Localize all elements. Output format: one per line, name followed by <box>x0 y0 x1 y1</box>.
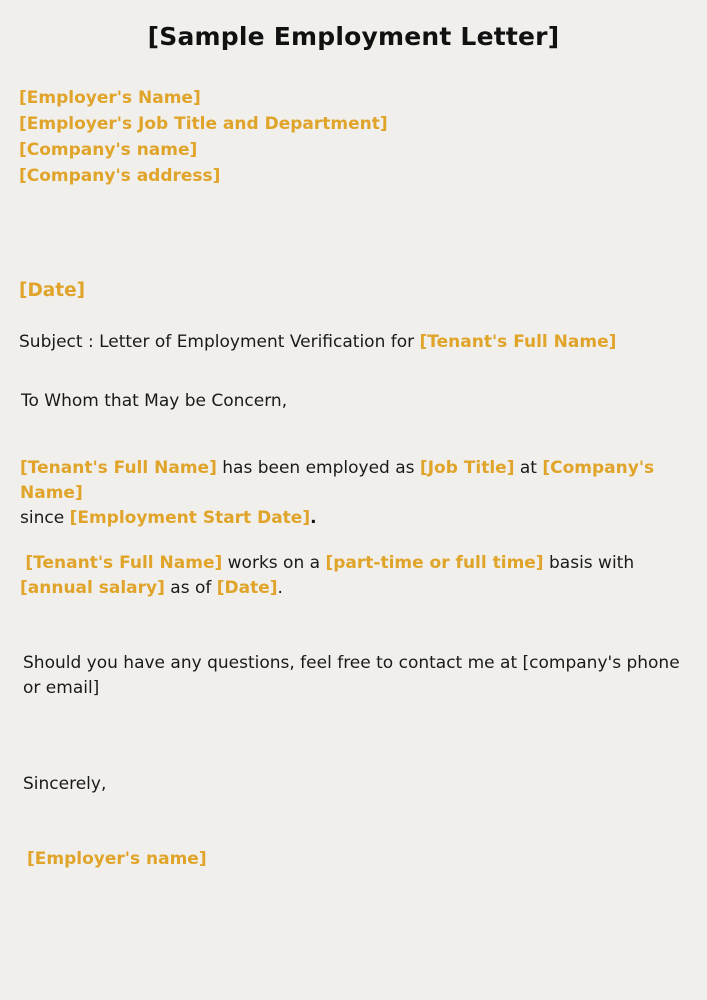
greeting: To Whom that May be Concern, <box>21 391 288 411</box>
paragraph-employment <box>20 456 690 531</box>
p1-text2: at <box>514 458 543 478</box>
paragraph-contact: Should you have any questions, feel free to contact me at [company's phone or email] <box>23 653 680 698</box>
p2-end: . <box>277 578 283 598</box>
subject-prefix: Subject : Letter of Employment Verification for <box>19 332 420 352</box>
p2-tenant-name: [Tenant's Full Name] <box>25 553 223 573</box>
paragraph-salary <box>20 551 690 601</box>
company-address: [Company's address] <box>19 166 221 186</box>
p2-text1: works on a <box>222 553 326 573</box>
letter-title: [Sample Employment Letter] <box>147 22 560 51</box>
subject-line <box>19 330 689 355</box>
p1-tenant-name: [Tenant's Full Name] <box>20 458 217 478</box>
p2-text2: basis with <box>543 553 635 573</box>
company-name: [Company's name] <box>19 140 198 160</box>
employer-header-block <box>19 85 388 189</box>
p1-start-date: [Employment Start Date] <box>69 508 311 528</box>
letter-date: [Date] <box>19 280 86 301</box>
signature-employer-name: [Employer's name] <box>27 849 207 869</box>
p1-text1: has been employed as <box>216 458 420 478</box>
p2-text3: as of <box>164 578 217 598</box>
employer-name: [Employer's Name] <box>19 88 201 108</box>
p2-date: [Date] <box>216 578 278 598</box>
p2-annual-salary: [annual salary] <box>20 578 165 598</box>
employer-job-title: [Employer's Job Title and Department] <box>19 114 388 134</box>
p1-end: . <box>310 508 317 528</box>
subject-tenant-name: [Tenant's Full Name] <box>419 332 617 352</box>
p1-company-name: [Company's Name] <box>20 458 655 503</box>
p1-text3: since <box>20 508 70 528</box>
p2-basis: [part-time or full time] <box>325 553 544 573</box>
p1-job-title: [Job Title] <box>419 458 515 478</box>
closing: Sincerely, <box>23 774 107 794</box>
